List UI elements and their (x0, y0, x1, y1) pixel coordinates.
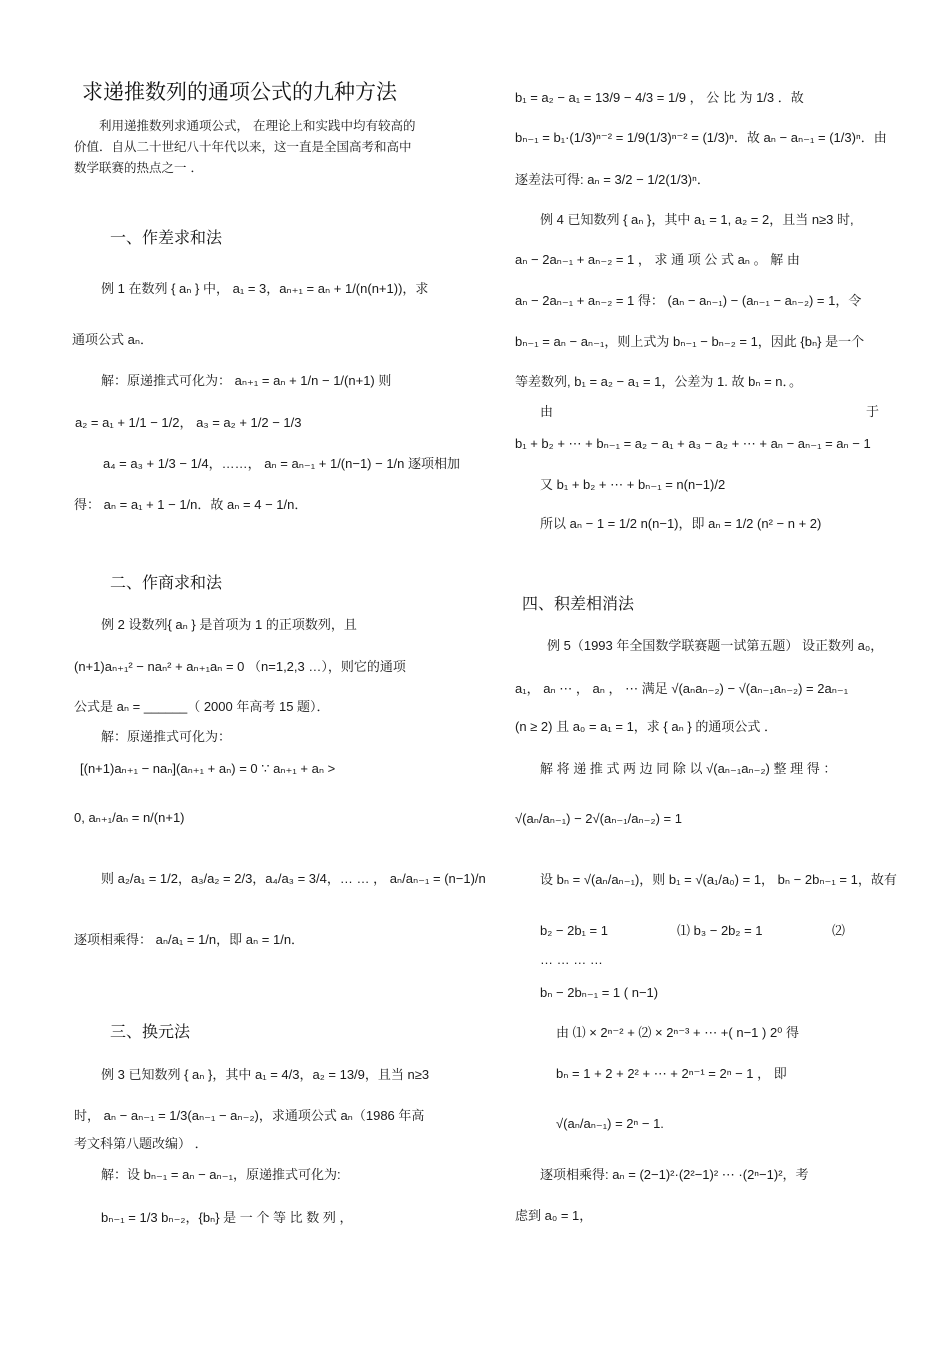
s2-line-7: 则 a₂/a₁ = 1/2，a₃/a₂ = 2/3，a₄/a₃ = 3/4，… … ， aₙ/aₙ₋₁ = (n−1)/n (101, 871, 486, 886)
s4-line-7c: ⑵ (832, 923, 846, 938)
r1-line-2: bₙ₋₁ = b₁·(1/3)ⁿ⁻² = 1/9(1/3)ⁿ⁻² = (1/3)ⁿ．故 aₙ − aₙ₋₁ = (1/3)ⁿ．由 (515, 130, 887, 145)
s1-line-4: a₂ = a₁ + 1/1 − 1/2， a₃ = a₂ + 1/2 − 1/3 (75, 415, 302, 430)
section-heading-4: 四、积差相消法 (522, 594, 635, 613)
s3-line-3: 考文科第八题改编） ． (74, 1136, 208, 1151)
s1-line-6: 得： aₙ = a₁ + 1 − 1/n．故 aₙ = 4 − 1/n． (74, 497, 308, 512)
section-heading-2: 二、作商求和法 (110, 573, 223, 592)
s2-line-5: [(n+1)aₙ₊₁ − naₙ](aₙ₊₁ + aₙ) = 0 ∵ aₙ₊₁ + aₙ > (80, 761, 336, 776)
s4-line-3: (n ≥ 2) 且 a₀ = a₁ = 1，求 { aₙ } 的通项公式 ． (515, 719, 777, 734)
r1-line-9b: 于 (866, 404, 880, 419)
s4-line-12: √(aₙ/aₙ₋₁) = 2ⁿ − 1. (556, 1116, 664, 1131)
s4-line-10: 由 ⑴ × 2ⁿ⁻² + ⑵ × 2ⁿ⁻³ + ⋯ +( n−1 ) 2⁰ 得 (556, 1025, 800, 1040)
r1-line-11: 又 b₁ + b₂ + ⋯ + bₙ₋₁ = n(n−1)/2 (540, 477, 726, 492)
s1-line-5: a₄ = a₃ + 1/3 − 1/4，……， aₙ = aₙ₋₁ + 1/(n−1) − 1/n 逐项相加 (103, 456, 461, 471)
s3-line-2: 时， aₙ − aₙ₋₁ = 1/3(aₙ₋₁ − aₙ₋₂)，求通项公式 aₙ（1986 年高 (74, 1108, 425, 1123)
s2-line-3: 公式是 aₙ = ______（ 2000 年高考 15 题）． (74, 699, 330, 714)
intro-line-2: 价值．自从二十世纪八十年代以来，这一直是全国高考和高中 (74, 139, 412, 154)
s4-line-5: √(aₙ/aₙ₋₁) − 2√(aₙ₋₁/aₙ₋₂) = 1 (515, 811, 682, 826)
s2-line-4: 解：原递推式可化为： (101, 729, 232, 744)
s3-line-5: bₙ₋₁ = 1/3 bₙ₋₂，{bₙ} 是 一 个 等 比 数 列 ， (101, 1210, 353, 1225)
s1-line-1: 例 1 在数列 { aₙ } 中， a₁ = 3，aₙ₊₁ = aₙ + 1/(n(n+1))，求 (101, 281, 429, 296)
s4-line-4: 解 将 递 推 式 两 边 同 除 以 √(aₙ₋₁aₙ₋₂) 整 理 得 ： (540, 761, 837, 776)
s4-line-14: 虑到 a₀ = 1， (515, 1208, 593, 1223)
s3-line-4: 解：设 bₙ₋₁ = aₙ − aₙ₋₁，原递推式可化为: (101, 1167, 341, 1182)
s2-line-6: 0, aₙ₊₁/aₙ = n/(n+1) (74, 810, 185, 825)
r1-line-3: 逐差法可得: aₙ = 3/2 − 1/2(1/3)ⁿ． (515, 172, 710, 187)
s4-line-9: bₙ − 2bₙ₋₁ = 1 ( n−1) (540, 985, 659, 1000)
r1-line-7: bₙ₋₁ = aₙ − aₙ₋₁，则上式为 bₙ₋₁ − bₙ₋₂ = 1，因此 {bₙ} 是一个 (515, 334, 865, 349)
r1-line-5: aₙ − 2aₙ₋₁ + aₙ₋₂ = 1 ， 求 通 项 公 式 aₙ 。 解 由 (515, 252, 800, 267)
s4-line-11: bₙ = 1 + 2 + 2² + ⋯ + 2ⁿ⁻¹ = 2ⁿ − 1 ， 即 (556, 1066, 787, 1081)
r1-line-1: b₁ = a₂ − a₁ = 13/9 − 4/3 = 1/9 ， 公 比 为 1/3 ．故 (515, 90, 804, 105)
r1-line-9a: 由 (540, 404, 554, 419)
intro-line-3: 数学联赛的热点之一 ． (74, 160, 203, 175)
s2-line-1: 例 2 设数列{ aₙ } 是首项为 1 的正项数列，且 (101, 617, 357, 632)
s1-line-3: 解：原递推式可化为： aₙ₊₁ = aₙ + 1/n − 1/(n+1) 则 (101, 373, 392, 388)
r1-line-6: aₙ − 2aₙ₋₁ + aₙ₋₂ = 1 得： (aₙ − aₙ₋₁) − (aₙ₋₁ − aₙ₋₂) = 1，令 (515, 293, 862, 308)
intro-line-1: 利用递推数列求通项公式， 在理论上和实践中均有较高的 (99, 118, 416, 133)
s2-line-8: 逐项相乘得： aₙ/a₁ = 1/n，即 aₙ = 1/n． (74, 932, 305, 947)
s4-line-13: 逐项相乘得: aₙ = (2−1)²·(2²−1)² ⋯ ·(2ⁿ−1)²，考 (540, 1167, 809, 1182)
s4-line-8: … … … … (540, 952, 603, 967)
section-heading-1: 一、作差求和法 (110, 228, 223, 247)
r1-line-8: 等差数列, b₁ = a₂ − a₁ = 1，公差为 1. 故 bₙ = n．。 (515, 374, 803, 389)
s4-line-2: a₁， aₙ ⋯ ， aₙ ， ⋯ 满足 √(aₙaₙ₋₂) − √(aₙ₋₁aₙ₋₂) = 2aₙ₋₁ (515, 681, 849, 696)
s3-line-1: 例 3 已知数列 { aₙ }，其中 a₁ = 4/3，a₂ = 13/9，且当 n≥3 (101, 1067, 430, 1082)
s4-line-1: 例 5（1993 年全国数学联赛题一试第五题） 设正数列 a₀， (547, 638, 884, 653)
page-title: 求递推数列的通项公式的九种方法 (82, 80, 397, 104)
r1-line-12: 所以 aₙ − 1 = 1/2 n(n−1)，即 aₙ = 1/2 (n² − n + 2) (540, 516, 822, 531)
s4-line-6: 设 bₙ = √(aₙ/aₙ₋₁)，则 b₁ = √(a₁/a₀) = 1， bₙ − 2bₙ₋₁ = 1，故有 (540, 872, 897, 887)
r1-line-10: b₁ + b₂ + ⋯ + bₙ₋₁ = a₂ − a₁ + a₃ − a₂ + ⋯ + aₙ − aₙ₋₁ = aₙ − 1 (515, 436, 871, 451)
s2-line-2: (n+1)aₙ₊₁² − naₙ² + aₙ₊₁aₙ = 0 （n=1,2,3 …），则它的通项 (74, 659, 406, 674)
section-heading-3: 三、换元法 (110, 1022, 191, 1041)
r1-line-4: 例 4 已知数列 { aₙ }，其中 a₁ = 1, a₂ = 2，且当 n≥3 时, (540, 212, 854, 227)
s4-line-7a: b₂ − 2b₁ = 1 (540, 923, 608, 938)
s4-line-7b: ⑴ b₃ − 2b₂ = 1 (677, 923, 763, 938)
s1-line-2: 通项公式 aₙ． (72, 332, 154, 347)
